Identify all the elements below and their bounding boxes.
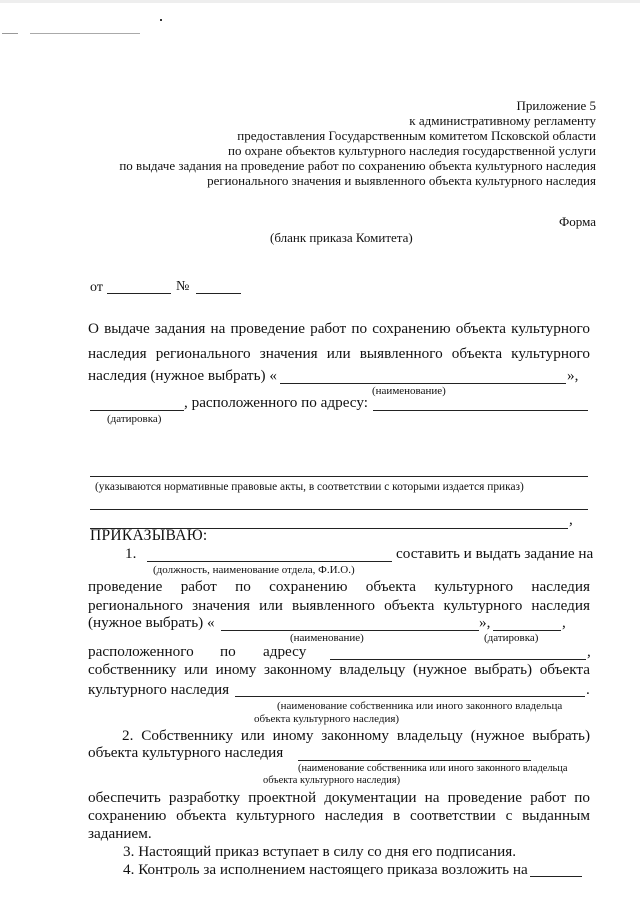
form-label: Форма (559, 214, 596, 229)
header-line: к административному регламенту (409, 113, 596, 128)
object-name-field[interactable] (280, 383, 566, 384)
item2-line: заданием. (88, 825, 152, 842)
caption-name: (наименование) (290, 632, 364, 644)
date-field[interactable] (107, 293, 171, 294)
item1-line4-end: , (562, 614, 566, 631)
item2-line: сохранению объекта культурного наследия в соответствии с выданным (88, 807, 590, 824)
caption-dating: (датировка) (484, 632, 539, 644)
caption-dating: (датировка) (107, 413, 162, 425)
caption-owner: объекта культурного наследия) (254, 713, 400, 725)
position-field[interactable] (147, 561, 392, 562)
title-line-end: », (567, 367, 579, 384)
item2-owner-field[interactable] (298, 760, 531, 761)
address-label: , расположенного по адресу: (184, 394, 368, 411)
header-line: по охране объектов культурного наследия государственной услуги (228, 143, 596, 158)
item1-line5: адресу (263, 643, 307, 660)
header-line: Приложение 5 (516, 98, 596, 113)
caption-owner: (наименование собственника или иного законного владельца (277, 700, 563, 712)
caption-name: (наименование) (372, 385, 446, 397)
number-field[interactable] (196, 293, 241, 294)
item3-text: 3. Настоящий приказ вступает в силу со дня его подписания. (123, 843, 517, 860)
item1-line5: по (220, 643, 236, 660)
scan-mark (30, 33, 140, 34)
scan-dot (160, 19, 162, 21)
caption-position: (должность, наименование отдела, Ф.И.О.) (153, 564, 355, 576)
item1-line: регионального значения или выявленного объекта культурного наследия (88, 597, 590, 614)
order-word: ПРИКАЗЫВАЮ: (90, 527, 208, 544)
header-line: предоставления Государственным комитетом Псковской области (237, 128, 596, 143)
item1-line5: расположенного (88, 643, 194, 660)
acts-comma: , (569, 511, 573, 528)
acts-caption: (указываются нормативные правовые акты, в соответствии с которыми издается приказ) (95, 481, 524, 493)
scan-mark (2, 33, 18, 34)
acts-field-line2[interactable] (90, 509, 588, 510)
header-line: регионального значения и выявленного объекта культурного наследия (207, 173, 596, 188)
item1-line7-end: . (586, 681, 590, 698)
item2-line: обеспечить разработку проектной документации на проведение работ по (88, 789, 590, 806)
item1-object-name-field[interactable] (221, 630, 479, 631)
title-line-start: наследия (нужное выбрать) « (88, 367, 277, 384)
acts-field[interactable] (90, 476, 588, 477)
item1-owner-field[interactable] (235, 696, 585, 697)
title-line: наследия регионального значения или выявленного объекта культурного (88, 345, 590, 362)
caption-owner: (наименование собственника или иного законного владельца (298, 763, 568, 774)
item1-line: проведение работ по сохранению объекта культурного наследия (88, 578, 590, 595)
item1-line: собственнику или иному законному владельцу (нужное выбрать) объекта (88, 661, 590, 678)
number-sign: № (176, 279, 190, 294)
item1-line: культурного наследия (88, 681, 230, 698)
scan-edge (0, 0, 640, 3)
item1-line4-start: (нужное выбрать) « (88, 614, 215, 631)
item2-line: объекта культурного наследия (88, 744, 284, 761)
dating-field[interactable] (90, 410, 184, 411)
caption-owner: объекта культурного наследия) (263, 775, 401, 786)
header-line: по выдаче задания на проведение работ по сохранению объекта культурного наследия (119, 158, 596, 173)
date-from-label: от (90, 280, 103, 295)
item1-text: составить и выдать задание на (396, 545, 594, 562)
item1-address-field[interactable] (330, 659, 586, 660)
blank-label: (бланк приказа Комитета) (270, 230, 413, 245)
item2-line: 2. Собственнику или иному законному владельцу (нужное выбрать) (122, 727, 590, 744)
item1-dating-field[interactable] (493, 630, 561, 631)
item1-number: 1. (125, 545, 137, 562)
item1-line5-end: , (587, 643, 591, 660)
address-field[interactable] (373, 410, 588, 411)
title-line: О выдаче задания на проведение работ по сохранению объекта культурного (88, 320, 590, 337)
item1-line4-mid: », (479, 614, 491, 631)
item4-text: 4. Контроль за исполнением настоящего приказа возложить на (123, 861, 528, 878)
item4-person-field[interactable] (530, 876, 582, 877)
